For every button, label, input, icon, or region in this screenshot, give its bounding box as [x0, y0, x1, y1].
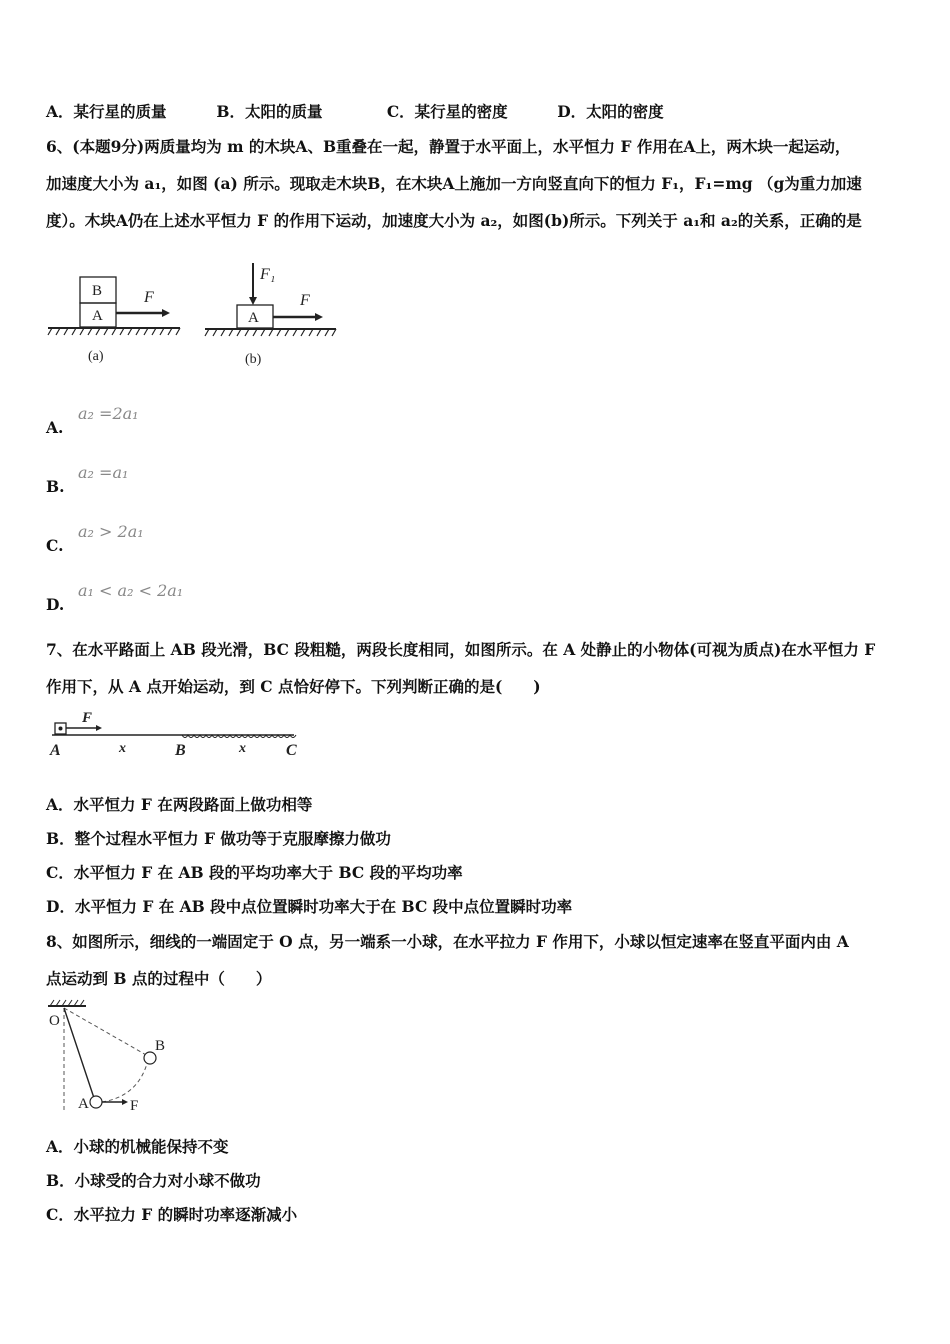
- ball-a: [90, 1096, 102, 1108]
- q5-choice-c: C．某行星的密度: [386, 102, 508, 121]
- q6-option-b-label: B.: [46, 477, 65, 496]
- q6-option-a-formula: a₂ =2a₁: [78, 404, 139, 423]
- q7-stem-line2: 作用下，从 A 点开始运动，到 C 点恰好停下。下列判断正确的是( ): [46, 677, 541, 696]
- caption-a: (a): [88, 349, 104, 364]
- q7-option-a: A．水平恒力 F 在两段路面上做功相等: [46, 795, 313, 814]
- q6-figure: [40, 255, 350, 370]
- string-to-a: [64, 1008, 94, 1098]
- arc-path: [102, 1060, 148, 1102]
- q6-stem-line2: 加速度大小为 a₁，如图 (a) 所示。现取走木块B，在木块A上施加一方向竖直向下的恒力 F₁，F₁=mg （g为重力加速: [46, 174, 862, 193]
- force-arrowhead: [162, 309, 170, 317]
- q7-option-b: B．整个过程水平恒力 F 做功等于克服摩擦力做功: [46, 829, 391, 848]
- q7-force-arrowhead: [96, 725, 102, 731]
- q5-choice-a: A．某行星的质量: [46, 102, 167, 121]
- q8-stem-line2: 点运动到 B 点的过程中（ ）: [46, 969, 272, 988]
- force-f-b-label: F: [300, 292, 310, 309]
- q6-option-c-label: C.: [46, 536, 64, 555]
- q7-option-c: C．水平恒力 F 在 AB 段的平均功率大于 BC 段的平均功率: [46, 863, 463, 882]
- q5-choice-b: B．太阳的质量: [216, 102, 323, 121]
- block-b-label: B: [92, 283, 103, 299]
- q6-stem-line3: 度）。木块A仍在上述水平恒力 F 的作用下运动，加速度大小为 a₂，如图(b)所示。下列关于 a₁和 a₂的关系，正确的是: [46, 211, 862, 230]
- caption-b: (b): [245, 352, 262, 367]
- q8-option-b: B．小球受的合力对小球不做功: [46, 1171, 261, 1190]
- point-b-label: B: [155, 1038, 166, 1054]
- point-a-label: A: [50, 742, 61, 759]
- q6-option-d-label: D.: [46, 595, 65, 614]
- point-c-label: C: [286, 742, 297, 759]
- force-f-label: F: [144, 289, 154, 306]
- q5-choice-d: D．太阳的密度: [557, 102, 664, 121]
- q5-choices: [46, 102, 664, 122]
- q6-figure-a: [48, 277, 180, 364]
- small-object-dot: [59, 727, 63, 731]
- segment-ab-label: x: [119, 741, 126, 756]
- ground-a-hatch: [48, 328, 180, 335]
- block-a-b-label: A: [248, 310, 259, 326]
- force-f-arrowhead: [122, 1099, 128, 1105]
- q6-figure-b: [205, 263, 336, 367]
- q7-option-d: D．水平恒力 F 在 AB 段中点位置瞬时功率大于在 BC 段中点位置瞬时功率: [46, 897, 573, 916]
- force-f-label: F: [130, 1098, 139, 1114]
- q8-stem-line1: 8、如图所示，细线的一端固定于 O 点，另一端系一小球，在水平拉力 F 作用下，小球以恒定速率在竖直平面内由 A: [46, 932, 849, 951]
- q6-option-a-label: A.: [46, 418, 64, 437]
- string-to-b: [64, 1008, 148, 1056]
- q7-figure: [44, 708, 314, 764]
- q6-option-d-formula: a₁ < a₂ < 2a₁: [78, 581, 184, 600]
- q7-stem-line1: 7、在水平路面上 AB 段光滑，BC 段粗糙，两段长度相同，如图所示。在 A 处静止的小物体(可视为质点)在水平恒力 F: [46, 640, 876, 659]
- block-a-label: A: [92, 308, 103, 324]
- q8-option-a: A．小球的机械能保持不变: [46, 1137, 229, 1156]
- q7-force-label: F: [82, 710, 93, 726]
- force-f-b-arrowhead: [315, 313, 323, 321]
- point-a-label: A: [78, 1096, 89, 1112]
- force-f1-arrowhead: [249, 297, 257, 305]
- force-f1-label: F₁: [260, 266, 276, 283]
- q6-stem-line1: 6、(本题9分)两质量均为 m 的木块A、B重叠在一起，静置于水平面上，水平恒力 F 作用在A上，两木块一起运动，: [46, 137, 851, 156]
- q8-option-c: C．水平拉力 F 的瞬时功率逐渐减小: [46, 1205, 298, 1224]
- q6-option-b-formula: a₂ =a₁: [78, 463, 129, 482]
- segment-bc-label: x: [239, 741, 246, 756]
- q6-option-c-formula: a₂ > 2a₁: [78, 522, 144, 541]
- ground-b-hatch: [205, 329, 336, 336]
- point-b-label: B: [175, 742, 186, 759]
- q8-figure: [44, 998, 184, 1118]
- pivot-o-label: O: [49, 1013, 60, 1029]
